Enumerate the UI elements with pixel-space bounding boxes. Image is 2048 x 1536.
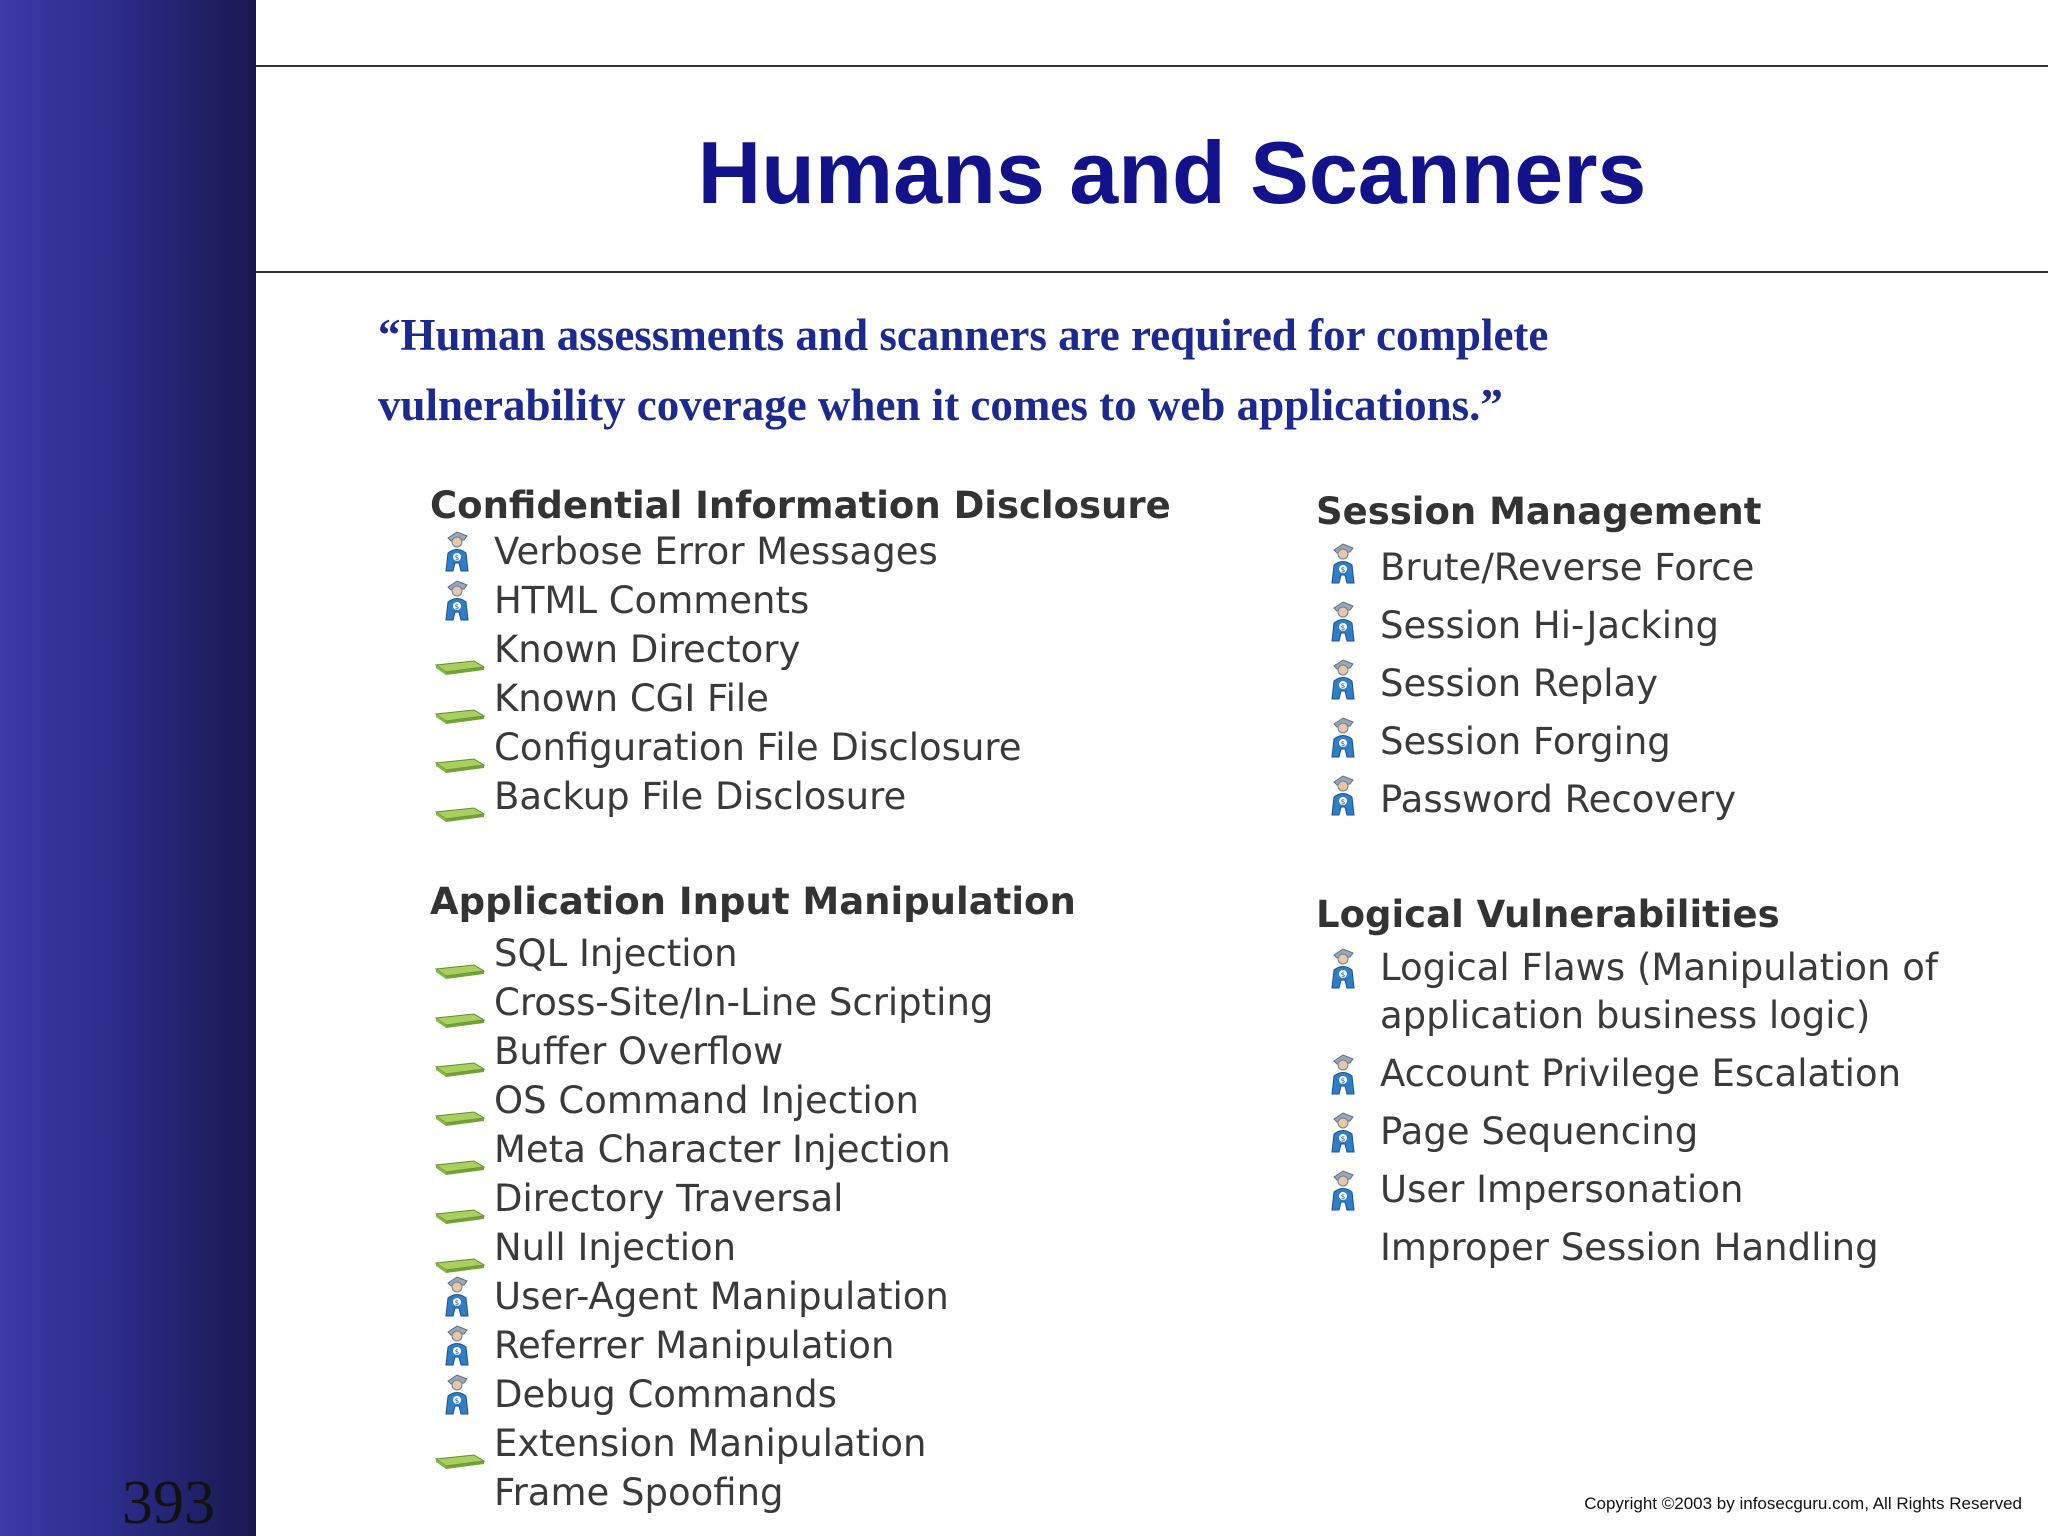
list-item (1316, 539, 1761, 597)
section-title: Logical Vulnerabilities (1316, 893, 1780, 936)
list-item (1316, 1166, 1938, 1224)
svg-text:$: $ (454, 1299, 460, 1307)
list-item-label: Known CGI File (494, 677, 769, 720)
human-icon (1326, 657, 1360, 718)
list-item (430, 929, 1076, 978)
list-item-label: Meta Character Injection (494, 1128, 951, 1171)
list-item (430, 674, 1171, 723)
list-item-label: SQL Injection (494, 932, 738, 975)
copyright-notice: Copyright ©2003 by infosecguru.com, All Rights Reserved (1584, 1494, 2022, 1513)
list-item-label: Frame Spoofing (494, 1471, 784, 1514)
list-item-label-continued: application business logic) (1380, 994, 1871, 1037)
list-item (430, 1223, 1076, 1272)
svg-text:$: $ (1340, 971, 1346, 979)
list-item (430, 625, 1171, 674)
list-item-label: Backup File Disclosure (494, 775, 907, 818)
list-item (430, 1468, 1076, 1517)
list-item-label: Session Forging (1380, 720, 1671, 763)
list-item-label: Null Injection (494, 1226, 737, 1269)
list-item-label: User Impersonation (1380, 1168, 1744, 1211)
list-item (430, 978, 1076, 1027)
list-item-label: Verbose Error Messages (494, 530, 938, 573)
list-item (430, 527, 1171, 576)
list-item (430, 772, 1171, 821)
list-item-label: Extension Manipulation (494, 1422, 927, 1465)
section-confidential-information-disclosure (430, 484, 1171, 821)
list-item (430, 1419, 1076, 1468)
page-number: 393 (122, 1469, 215, 1536)
list-item-label: Improper Session Handling (1380, 1226, 1879, 1269)
svg-text:$: $ (454, 554, 460, 562)
list-item (1316, 1050, 1938, 1108)
list-item-label: HTML Comments (494, 579, 810, 622)
list-item (1316, 655, 1761, 713)
list-item (430, 1027, 1076, 1076)
list-item (430, 723, 1171, 772)
svg-text:$: $ (1340, 1135, 1346, 1143)
list-item-label: User-Agent Manipulation (494, 1275, 949, 1318)
svg-text:$: $ (1340, 798, 1346, 806)
section-application-input-manipulation (430, 880, 1076, 1517)
list-item-label: Referrer Manipulation (494, 1324, 895, 1367)
list-item-label: Logical Flaws (Manipulation of (1380, 946, 1938, 989)
human-icon (1326, 599, 1360, 660)
list-item-label: OS Command Injection (494, 1079, 919, 1122)
human-icon (1326, 1110, 1360, 1166)
svg-text:$: $ (1340, 566, 1346, 574)
list-item (430, 1370, 1076, 1419)
list-item-label: Password Recovery (1380, 778, 1737, 821)
list-item (430, 1272, 1076, 1321)
human-icon (1326, 773, 1360, 834)
list-item-label: Known Directory (494, 628, 801, 671)
svg-text:$: $ (1340, 624, 1346, 632)
scanner-icon (434, 787, 486, 836)
svg-text:$: $ (1340, 1193, 1346, 1201)
list-item (1316, 1108, 1938, 1166)
human-icon (1326, 946, 1360, 1002)
section-logical-vulnerabilities (1316, 893, 1938, 1282)
list-item (1316, 713, 1761, 771)
list-item-label: Configuration File Disclosure (494, 726, 1022, 769)
list-item (430, 1321, 1076, 1370)
list-item-label: Directory Traversal (494, 1177, 844, 1220)
list-item (430, 1174, 1076, 1223)
list-item-label: Page Sequencing (1380, 1110, 1699, 1153)
top-divider (256, 65, 2048, 67)
list-item (430, 576, 1171, 625)
list-item-label: Account Privilege Escalation (1380, 1052, 1902, 1095)
list-item (1316, 597, 1761, 655)
list-item (430, 1076, 1076, 1125)
list-item-label: Session Replay (1380, 662, 1659, 705)
list-item (1316, 771, 1761, 829)
human-icon (1326, 715, 1360, 776)
list-item (1316, 1224, 1938, 1282)
svg-text:$: $ (454, 603, 460, 611)
list-item-label: Cross-Site/In-Line Scripting (494, 981, 994, 1024)
list-item-label: Debug Commands (494, 1373, 837, 1416)
list-item-label: Session Hi-Jacking (1380, 604, 1720, 647)
list-item-label: Buffer Overflow (494, 1030, 784, 1073)
svg-text:$: $ (454, 1348, 460, 1356)
title-divider (256, 271, 2048, 273)
section-title: Session Management (1316, 490, 1762, 533)
svg-text:$: $ (1340, 740, 1346, 748)
svg-text:$: $ (1340, 682, 1346, 690)
left-sidebar-band (0, 0, 256, 1536)
section-title: Confidential Information Disclosure (430, 484, 1171, 527)
svg-text:$: $ (1340, 1077, 1346, 1085)
human-icon (1326, 1168, 1360, 1224)
slide-quote: “Human assessments and scanners are required for complete vulnerability coverage when it comes to web applications.” (378, 310, 1549, 430)
human-icon (1326, 541, 1360, 602)
list-item-label: Brute/Reverse Force (1380, 546, 1755, 589)
slide-title: Humans and Scanners (697, 123, 1647, 222)
human-icon (1326, 1052, 1360, 1108)
section-session-management (1316, 490, 1761, 829)
list-item (430, 1125, 1076, 1174)
list-item (1316, 944, 1938, 1050)
svg-text:$: $ (454, 1397, 460, 1405)
section-title: Application Input Manipulation (430, 880, 1076, 923)
